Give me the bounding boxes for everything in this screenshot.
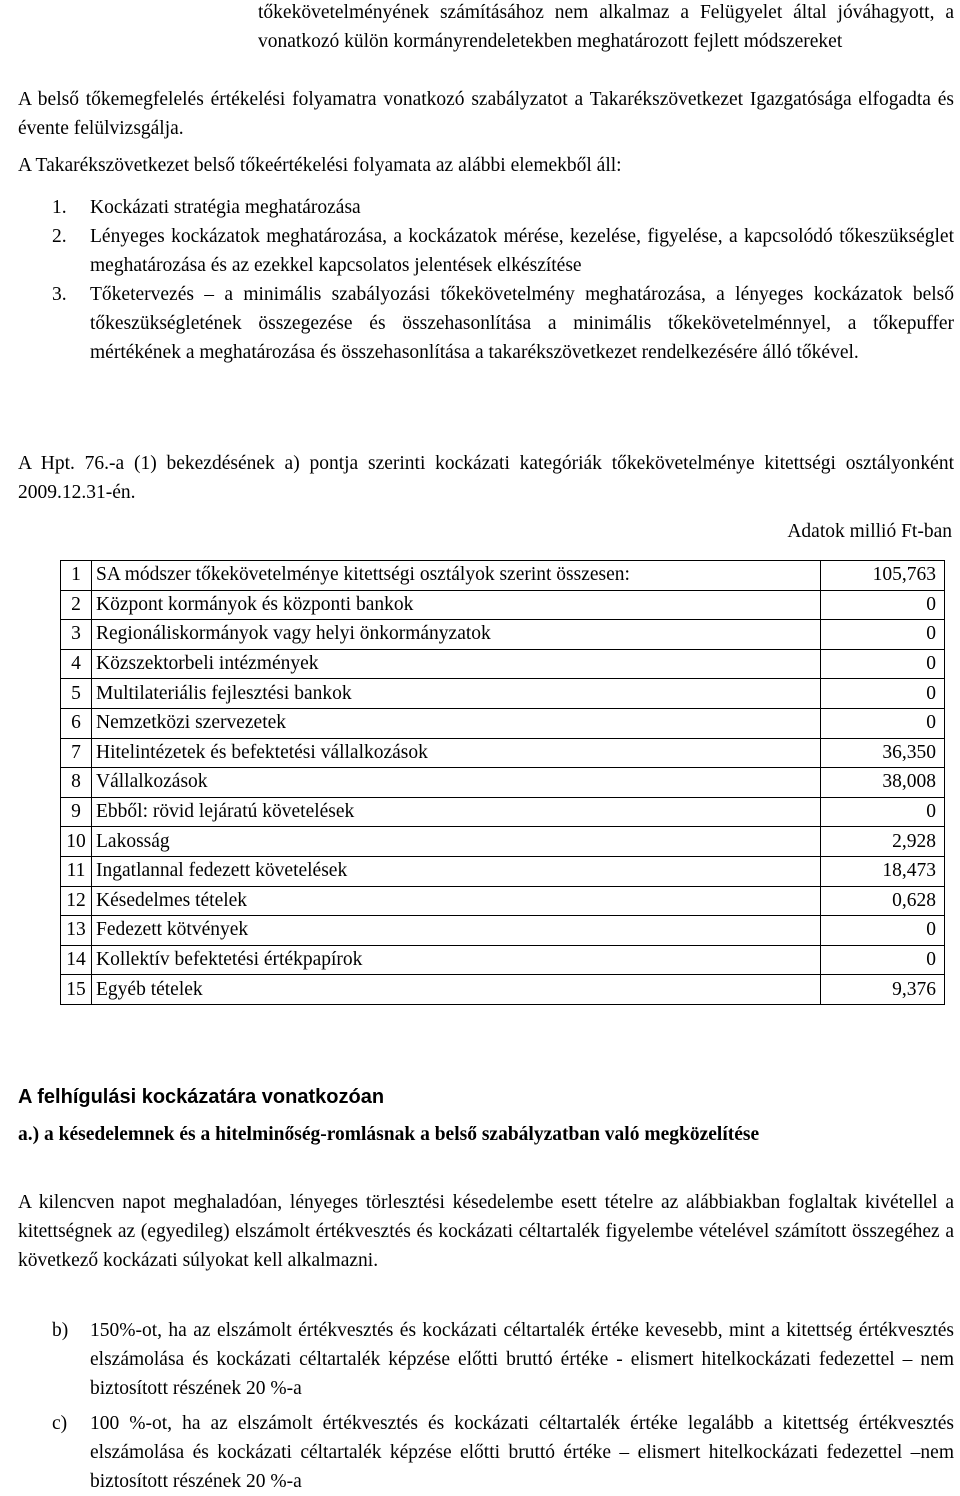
table-row: 15 Egyéb tételek 9,376	[61, 975, 945, 1005]
list-item: c) 100 %-ot, ha az elszámolt értékvesztés és kockázati céltartalék értéke legalább a kitettség értékvesztés elszámolása és kockázati céltartalék képzése előtti bruttó értéke – elismert hitelkockázati fedezettel –nem biztosított részének 20 %-a	[52, 1413, 954, 1492]
table-row: 7 Hitelintézetek és befektetési vállalkozások 36,350	[61, 738, 945, 768]
process-steps-list	[52, 193, 954, 367]
table-row: 5 Multilateriális fejlesztési bankok 0	[61, 679, 945, 709]
unit-label: Adatok millió Ft-ban	[787, 521, 952, 542]
table-row: 1 SA módszer tőkekövetelménye kitettségi osztályok szerint összesen: 105,763	[61, 561, 945, 591]
list-item: 3. Tőketervezés – a minimális szabályozási tőkekövetelmény meghatározása, a lényeges kockázatok belső tőkeszükségletének összegezése és összehasonlítása a minimális tőkekövetelménnyel, a tőkepuffer mértékének a meghatározása és összehasonlítása a takarékszövetkezet rendelkezésére álló tőkével.	[52, 284, 954, 363]
hpt-paragraph: A Hpt. 76.-a (1) bekezdésének a) pontja szerinti kockázati kategóriák tőkekövetelménye kitettségi osztályonként 2009.12.31-én.	[18, 453, 954, 503]
risk-weight-list	[52, 1316, 954, 1496]
table-row: 12 Késedelmes tételek 0,628	[61, 886, 945, 916]
table-row: 8 Vállalkozások 38,008	[61, 768, 945, 798]
intro-paragraph-1: A belső tőkemegfelelés értékelési folyamatra vonatkozó szabályzatot a Takarékszövetkezet Igazgatósága elfogadta és évente felülvizsgálja.	[18, 89, 954, 139]
table-row: 11 Ingatlannal fedezett követelések 18,473	[61, 856, 945, 886]
table-row: 2 Központ kormányok és központi bankok 0	[61, 590, 945, 620]
list-item: 1. Kockázati stratégia meghatározása	[52, 197, 361, 218]
table-row: 14 Kollektív befektetési értékpapírok 0	[61, 945, 945, 975]
table-row: 13 Fedezett kötvények 0	[61, 916, 945, 946]
continued-paragraph: tőkekövetelményének számításához nem alkalmaz a Felügyelet által jóváhagyott, a vonatkozó külön kormányrendeletekben meghatározott fejlett módszereket	[258, 2, 954, 52]
table-row: 4 Közszektorbeli intézmények 0	[61, 649, 945, 679]
risk-weight-paragraph: A kilencven napot meghaladóan, lényeges törlesztési késedelembe esett tételre az alábbiakban foglaltak kivétellel a kitettségnek az (egyedileg) elszámolt értékvesztés és kockázati céltartalék figyelembe vételével számított összegéhez a következő kockázati súlyokat kell alkalmazni.	[18, 1192, 954, 1271]
table-row: 9 Ebből: rövid lejáratú követelések 0	[61, 797, 945, 827]
table-row: 10 Lakosság 2,928	[61, 827, 945, 857]
subsection-title: a.) a késedelemnek és a hitelminőség-romlásnak a belső szabályzatban való megközelítése	[18, 1124, 760, 1145]
table-row: 3 Regionáliskormányok vagy helyi önkormányzatok 0	[61, 620, 945, 650]
list-item: 2. Lényeges kockázatok meghatározása, a kockázatok mérése, kezelése, figyelése, a kapcsolódó tőkeszükséglet meghatározása és az ezekkel kapcsolatos jelentések elkészítése	[52, 226, 954, 276]
capital-requirement-table	[60, 560, 945, 1005]
section-title: A felhígulási kockázatára vonatkozóan	[18, 1086, 385, 1108]
list-item: b) 150%-ot, ha az elszámolt értékvesztés és kockázati céltartalék értéke kevesebb, mint a kitettség értékvesztés elszámolása és kockázati céltartalék képzése előtti bruttó értéke - elismert hitelkockázati fedezettel – nem biztosított részének 20 %-a	[52, 1320, 954, 1399]
continued-text	[258, 0, 954, 56]
table-row: 6 Nemzetközi szervezetek 0	[61, 708, 945, 738]
intro-paragraph-2: A Takarékszövetkezet belső tőkeértékelési folyamata az alábbi elemekből áll:	[18, 155, 622, 176]
